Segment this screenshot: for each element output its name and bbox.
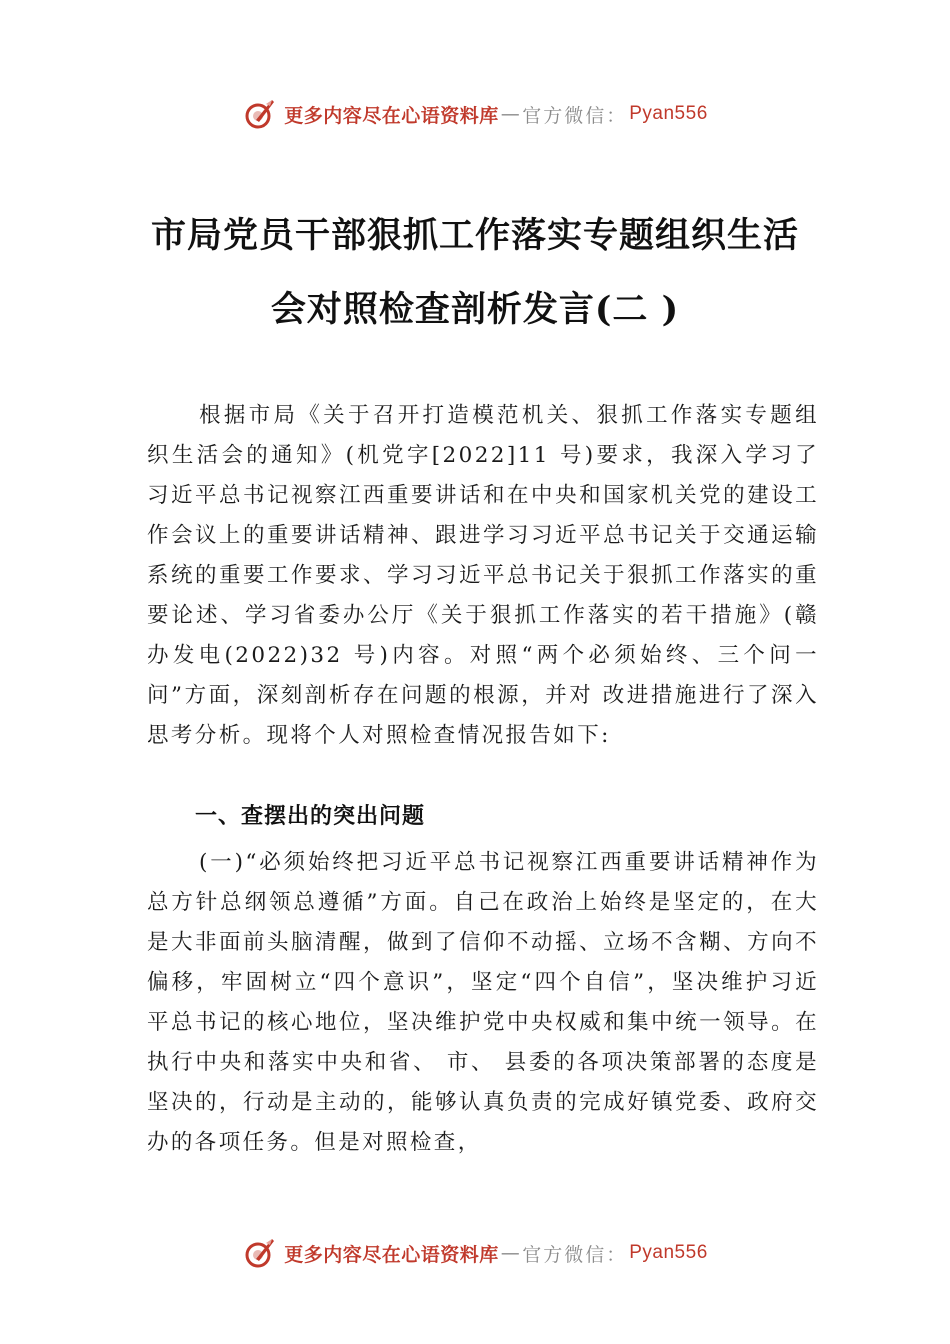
quill-logo-icon <box>242 96 278 132</box>
section-heading: 一、查摆出的突出问题 <box>195 804 426 829</box>
document-title-line1: 市局党员干部狠抓工作落实专题组织生活 <box>150 215 799 256</box>
banner-wechat-id: Pyan556 <box>629 103 708 124</box>
banner-brand-text: 更多内容尽在心语资料库 <box>284 1243 499 1266</box>
banner-wechat-id: Pyan556 <box>629 1242 708 1263</box>
quill-logo-icon <box>242 1235 278 1271</box>
watermark-banner-bottom <box>0 1233 950 1273</box>
body-paragraph: (一)“必须始终把习近平总书记视察江西重要讲话精神作为总方针总纲领总遵循”方面。自己在政治上始终是坚定的，在大是大非面前头脑清醒，做到了信仰不动摇、立场不含糊、方向不偏移，牢固树立“四个意识”，坚定“四个自信”，坚决维护习近平总书记的核心地位，坚决维护党中央权威和集中统一领导。在执行中央和落实中央和省、 市、 县委的各项决策部署的态度是坚决的，行动是主动的，能够认真负责的完成好镇党委、政府交办的各项任务。但是对照检查， <box>147 850 819 1155</box>
banner-separator: — <box>500 1242 521 1264</box>
intro-paragraph: 根据市局《关于召开打造模范机关、狠抓工作落实专题组织生活会的通知》(机党字[2022]11 号)要求，我深入学习了习近平总书记视察江西重要讲话和在中央和国家机关党的建设工作会议上的重要讲话精神、跟进学习习近平总书记关于交通运输系统的重要工作要求、学习习近平总书记关于狠抓工作落实的重要论述、学习省委办公厅《关于狠抓工作落实的若干措施》(赣办发电(2022)32 号)内容。对照“两个必须始终、三个问一问”方面，深刻剖析存在问题的根源，并对 改进措施进行了深入思考分析。现将个人对照检查情况报告如下: <box>147 403 819 748</box>
banner-wechat-label: 官方微信： <box>522 104 628 127</box>
banner-brand-text: 更多内容尽在心语资料库 <box>284 104 499 127</box>
banner-wechat-label: 官方微信： <box>522 1243 628 1266</box>
banner-separator: — <box>500 103 521 125</box>
document-title-line2: 会对照检查剖析发言(二 ) <box>270 289 680 330</box>
watermark-banner-top <box>0 94 950 134</box>
